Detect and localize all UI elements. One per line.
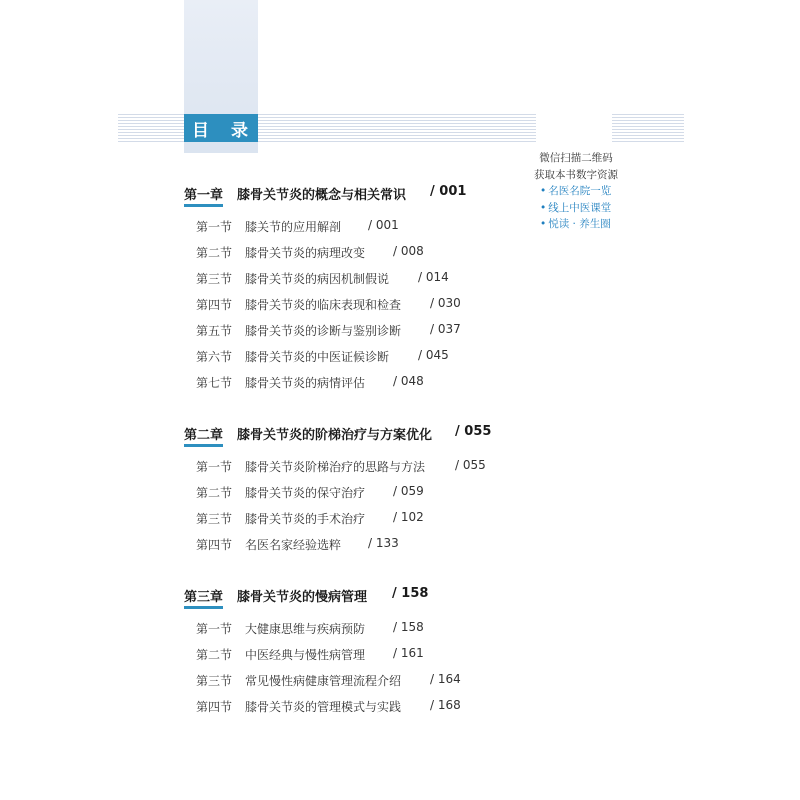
section-number: 第二节 [196,246,233,260]
section-number: 第四节 [196,538,233,552]
section-title: 膝骨关节炎的病情评估 [245,376,366,390]
qr-item-reading-circle[interactable]: • 悦读 · 养生圈 [540,218,611,230]
section-page: / 001 [368,218,399,232]
section-title: 中医经典与慢性病管理 [245,648,366,662]
section-number: 第四节 [196,700,233,714]
section-number: 第一节 [196,622,233,636]
section-title: 膝骨关节炎阶梯治疗的思路与方法 [245,460,426,474]
section-title: 膝骨关节炎的手术治疗 [245,512,366,526]
section-page: / 037 [430,322,461,336]
chapter-page: / 055 [455,424,492,439]
section-title: 膝骨关节炎的病因机制假说 [245,272,390,286]
section-title: 常见慢性病健康管理流程介绍 [245,674,402,688]
qr-line-scan: 微信扫描二维码 [539,152,613,164]
chapter-title: 膝骨关节炎的阶梯治疗与方案优化 [237,428,433,443]
chapter-number: 第二章 [184,424,223,447]
chapter-title: 膝骨关节炎的慢病管理 [237,590,368,605]
section-title: 膝骨关节炎的管理模式与实践 [245,700,402,714]
section-page: / 102 [393,510,424,524]
section-page: / 048 [393,374,424,388]
section-number: 第一节 [196,460,233,474]
section-page: / 059 [393,484,424,498]
section-number: 第三节 [196,674,233,688]
chapter-page: / 158 [392,586,429,601]
section-number: 第六节 [196,350,233,364]
section-number: 第三节 [196,512,233,526]
bullet-icon: • [540,218,547,230]
chapter-page: / 001 [430,184,467,199]
qr-resource-info [520,150,632,233]
bullet-icon: • [540,185,547,197]
section-number: 第四节 [196,298,233,312]
section-title: 膝骨关节炎的临床表现和检查 [245,298,402,312]
section-page: / 161 [393,646,424,660]
section-number: 第二节 [196,486,233,500]
section-title: 膝骨关节炎的保守治疗 [245,486,366,500]
section-title: 膝骨关节炎的中医证候诊断 [245,350,390,364]
chapter-number: 第一章 [184,184,223,207]
section-page: / 158 [393,620,424,634]
header-stripes-right [612,114,684,142]
section-title: 名医名家经验选粹 [245,538,342,552]
qr-item-famous-doctors[interactable]: • 名医名院一览 [540,185,612,197]
section-number: 第七节 [196,376,233,390]
section-page: / 133 [368,536,399,550]
section-title: 膝骨关节炎的诊断与鉴别诊断 [245,324,402,338]
chapter-title: 膝骨关节炎的概念与相关常识 [237,188,407,203]
bullet-icon: • [540,201,547,214]
section-number: 第二节 [196,648,233,662]
section-page: / 008 [393,244,424,258]
section-number: 第三节 [196,272,233,286]
section-page: / 168 [430,698,461,712]
section-page: / 030 [430,296,461,310]
section-page: / 014 [418,270,449,284]
header-stripes-left [118,114,184,142]
section-title: 膝骨关节炎的病理改变 [245,246,366,260]
section-page: / 164 [430,672,461,686]
header-stripes-middle [258,114,536,142]
toc-title: 目 录 [184,114,258,142]
section-page: / 045 [418,348,449,362]
section-page: / 055 [455,458,486,472]
section-number: 第五节 [196,324,233,338]
section-title: 大健康思维与疾病预防 [245,622,366,636]
qr-item-online-class[interactable]: • 线上中医课堂 [540,201,612,214]
section-number: 第一节 [196,220,233,234]
chapter-number: 第三章 [184,586,223,609]
qr-line-resources: 获取本书数字资源 [534,168,618,181]
section-title: 膝关节的应用解剖 [245,220,342,234]
